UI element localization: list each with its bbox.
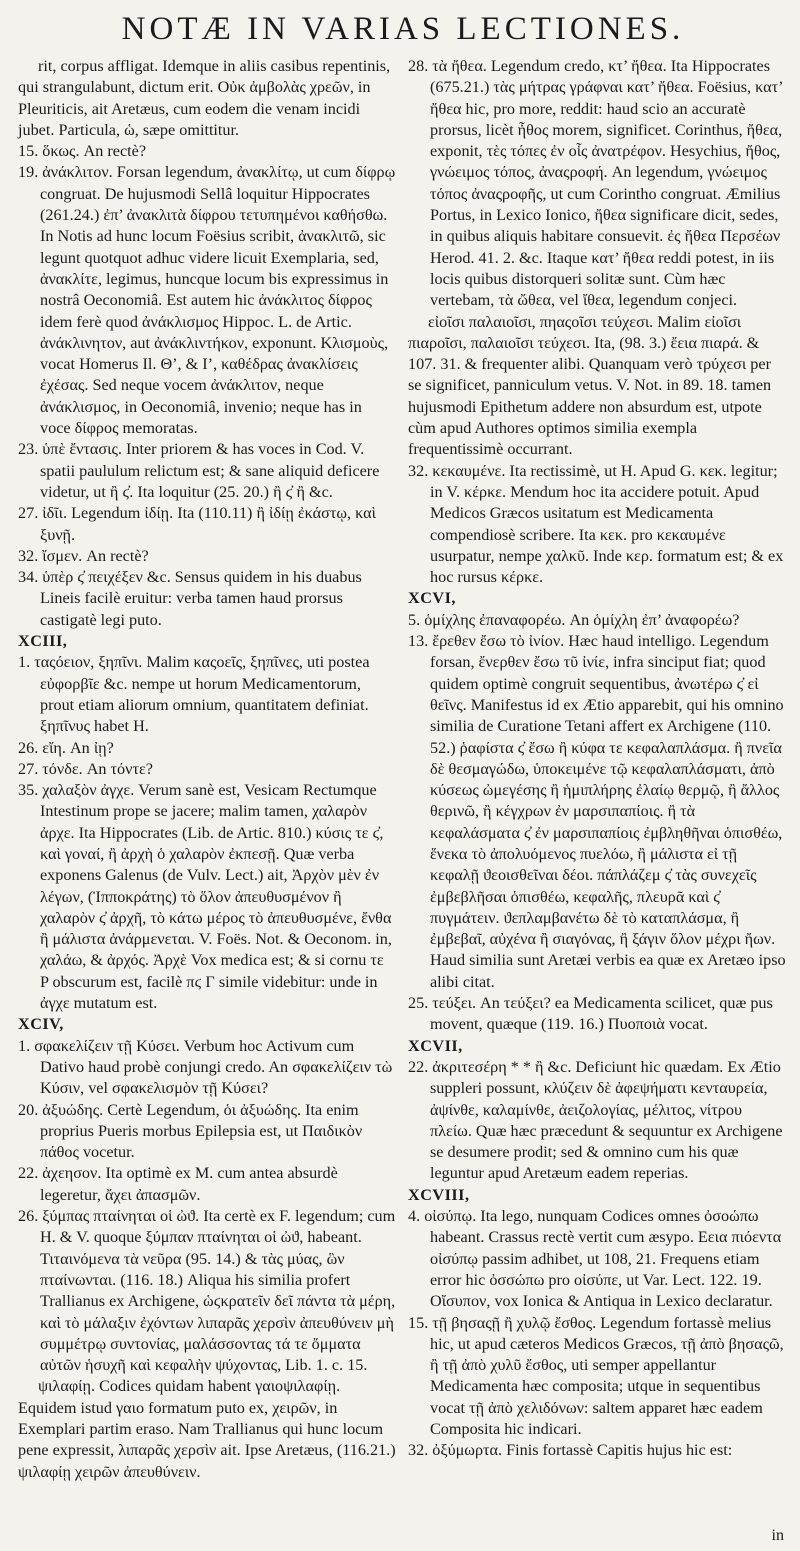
note-entry: 26. εἴη. An ἰῃ? xyxy=(18,738,114,757)
note-entry: ψιλαφίῃ. Codices quidam habent γαιοψιλαφίῃ. Equidem istud γαιο formatum puto ex, χειρῶν, in Exemplari partim eraso. Nam Trallianus qui hunc locum pene expressit, λιπαρᾶς χερσὶν ait. Ipse Aretæus, (116.21.) ψιλαφίῃ χειρῶν ἀπευθύνειν. xyxy=(18,1377,396,1481)
note-entry: 28. τὰ ἤθεα. Legendum credo, κτ’ ἤθεα. Ita Hippocrates (675.21.) τὰς μήτρας γράφναι κατ’ ἤθεα. Foësius, κατ’ ἤθεα hic, pro more, reddit: haud scio an accuratè prorsus, licèt ἦθος morem, significet. Corinthus, ἤθεα, exponit, τὲς τόπες ἐν οἷς ἀνατρέφον. Hesychius, ἤθος, γνώειμος τόπος, ἀναςροφή. An legendum, γνώειμος τόπος ἀναςροφῆς, ut cum Corintho congruat. Æmilius Portus, in Lexico Ionico, ἤθεα significare dicit, sedes, in quibus aliquis habitare consuevit. ἐς ἤθεα Περσέων Herod. 41. 2. &c. Itaque κατ’ ἤθεα reddi potest, in iis locis quibus distorqueri solitæ sunt. Cùm hæc vertebam, τὰ ὤθεα, vel ἴθεα, legendum conjeci. xyxy=(408,57,783,310)
note-entry: 13. ἔρεθεν ἔσω τὸ ἰνίον. Hæc haud intelligo. Legendum forsan, ἔνερθεν ἔσω τῦ ἰνίε, infra sinciput fiat; quod quidem optimè congruit sequentibus, ἀνωτέρω ϛ̓ εἰ θεῖνς. Manifestus id ex Ætio apparebit, qui his omnino similia de Curatione Tetani affert ex Archigene (110. 52.) ῥαφίστα ϛ̓ ἔσω ἢ κύφα τε κεφαλαπλάσμα. ἢ πνεῖα δὲ θεσμαγώδω, ὑποκειμένε τῷ κεφαλαπλάσματι, ἀπὸ κύσεως ὠμεγέσης ἢ ἡμιπλήρης ἐλαίῳ θερμῷ, ἢ ἄλλος θερινῶ, ἢ κέγχρων ἐν μαρσιπαπίοις. ἢ τὰ κεφαλάσματα ϛ̓ ἐν μαρσιπαπίοις ἐμβληθῆναι ὁπισθέω, ἕνεκα τὸ ἀπολυόμενος πυελόω, ἢ μάλιστα εἰ τῇ κεφαλῇ ϑεοισθεῖναι δέοι. πάπλάζεμ ϛ̓ τὰς συνεχεῖς ἐμβεβλῆσαι ὁπισθέω, κεφαλῆς, πλευρᾶ καὶ ϛ̓ πυγμάτειν. ϑεπλαμβανέτω δὲ τὸ καταπλάσμα, ἢ ἐμβεβαῖ, αὐχένα ἢ σιαγόνας, ἢ ξάγιν ὅλον μέχρι ἤων. Haud similia sunt Aretæi verbis ea quæ ex Aretæo ipso alibi citat. xyxy=(408,632,786,991)
note-entry: 4. οἰσύπῳ. Ita lego, nunquam Codices omnes ὀσοώπω habeant. Crassus rectè vertit cum æsypo. Εεια πιόεντα οἰσύπῳ passim adhibet, ut 108, 21. Frequens etiam error hic ὀσσώπω pro οἰσύπε, ut Var. Lect. 122. 19. Οἴσυπον, vox Ionica & Antiqua in Lexico declaratur. xyxy=(408,1207,782,1311)
section-heading: XCVIII, xyxy=(408,1185,470,1204)
page-header: NOTÆ IN VARIAS LECTIONES. xyxy=(121,11,685,47)
note-entry: 19. ἀνάκλιτον. Forsan legendum, ἀνακλίτῳ, ut cum δίφρῳ congruat. De hujusmodi Sellâ loquitur Hippocrates (261.24.) ἐπ’ ἀνακλιτὰ δίφρου τετυπημένοι καθήσθω. In Notis ad hunc locum Foësius scribit, ἀνακλιτῶ, sic legunt quotquot adhuc videre licuit Exemplaria, sed, ἀνακλίτε, legimus, huncque locum bis expressimus in nostrâ Oeconomiâ. Est autem hic ἀνάκλιτος δίφρος idem ferè quod ἀνάκλισμος Hippoc. L. de Artic. ἀνάκλινητον, aut ἀνάκλιντήκον, exponunt. Κλισμοὺς, vocat Homerus Il. Θ’, & Ι’, καθέδρας ἀνακλίσεις ἐχέσας. Sed neque vocem ἀνάκλιτον, neque ἀνάκλισμος, in Oeconomiâ, invenio; neque has in voce δίφρος memoratas. xyxy=(18,163,396,438)
columns xyxy=(18,56,788,1483)
section-heading: XCIV, xyxy=(18,1015,64,1034)
note-entry: 32. ὀξύμωρτα. Finis fortassè Capitis hujus hic est: xyxy=(408,1441,733,1460)
note-entry: 35. χαλαξὸν ἀγχε. Verum sanè est, Vesicam Rectumque Intestinum prope se jacere; malim tamen, χαλαρὸν ἀρχε. Ita Hippocrates (Lib. de Artic. 810.) κύσις τε ϛ̓, καὶ γοναί, ἢ ἀρχὴ ὁ χαλαρὸν ἐκπεσῇ. Quæ verba exponens Galenus (de Vulv. Lect.) ait, Ἀρχὸν μὲν ἐν λέγων, (Ἱπποκράτης) τὸ ὅλον ἀπευθυσμένον ἢ χαλαρὸν ϛ̓ ἀρχῆ, τὸ κάτω μέρος τὸ ἀπευθυσμένε, ἔνθα ἢ μάλιστα ἀνάρμενεται. V. Foës. Not. & Oeconom. in, χαλάω, & ἀρχός. Ἀρχὲ Vox medica est; & si cornu τε P obscurum est, facilè πϛ Γ simile videbitur: unde in ἀγχε mutatum est. xyxy=(18,781,392,1013)
note-entry: εἰοῖσι παλαιοῖσι, πηαςοῖσι τεύχεσι. Malim εἰοῖσι πιαροῖσι, παλαιοῖσι τεύχεσι. Ita, (98. 3.) ἔεια πιαρά. & 107. 31. & frequenter alibi. Quanquam verò τρύχεσι per se significet, panniculum vetus. V. Not. in 89. 18. tamen hujusmodi Epithetum addere non absurdum est, utpote cùm apud Authores optimos similia exempla frequentissimè occurrant. xyxy=(408,312,772,459)
note-entry: 34. ὑπὲρ ϛ̓ πειχέξεν &c. Sensus quidem in his duabus Lineis facilè eruitur: verba tamen haud prorsus castigatè legi puto. xyxy=(18,568,362,629)
note-entry: 1. ταςόειον, ξηπῖνι. Malim καςοεῖς, ξηπῖνες, uti postea εὐφορβῖε &c. nempe ut horum Medicamentorum, prout etiam aliorum omnium, quantitatem definiat. ξηπῖνυς habet H. xyxy=(18,653,370,736)
note-entry: 22. ἀχεησον. Ita optimè ex M. cum antea absurdè legeretur, ἄχει ἀπασμῶν. xyxy=(18,1164,338,1204)
note-entry: 26. ξύμπας πταίνηται οἱ ὠϑ. Ita certè ex F. legendum; cum H. & V. quoque ξύμπαν πταίνηται οἱ ὠϑ, habeant. Τιταινόμενα τὰ νεῦρα (95. 14.) & τὰς μύας, ὣν πταίνωνται. (116. 18.) Aliqua his similia profert Trallianus ex Archigene, ὡϛκρατεῖν δεῖ πάντα τὰ μέρη, καὶ τὸ μάλαξιν ἐχόντων λιπαρᾶς χερσὶν ἀπευθύνειν μὴ συμμέτρῳ συντονίας, μαλάσσοντας τά τε ὄμματα αὐτῶν ἡσυχῆ καὶ κεφαλὴν ψύχοντας, Lib. 1. c. 15. xyxy=(18,1207,396,1375)
note-entry: 20. ἀξυώδης. Certè Legendum, ὁι ἀξυώδης. Ita enim proprius Pueris morbus Epilepsia est, ut Παιδικὸν πάθος vocetur. xyxy=(18,1100,363,1162)
right-column xyxy=(408,56,786,1483)
left-column xyxy=(18,56,396,1483)
note-entry: 15. τῇ βησαςῇ ἢ χυλῷ ἔσθος. Legendum fortassè melius hic, ut apud cæteros Medicos Græcos, τῇ ἀπὸ βησαςῶ, ἢ τῇ ἀπὸ χυλῦ ἔσθος, uti semper appellantur Medicamenta hæc composita; utque in sequentibus vocat τῇ ἀπὸ χελιδόνων: saltem apparet hæc eadem Composita hic indicari. xyxy=(408,1313,784,1438)
note-entry: 5. ὁμίχλης ἐπαναφορέω. An ὁμίχλη ἐπ’ ἀναφορέω? xyxy=(408,610,740,629)
note-entry: 22. ἀκριτεσέρη * * ἢ &c. Deficiunt hic quædam. Ex Ætio suppleri possunt, κλύζειν δὲ ἀφεψήματι κενταυρεία, ἀψίνθε, καλαμίνθε, ἀειζολογίας, μέλιτος, νίτρου πλείω. Quæ hæc præcedunt & sequuntur ex Archigene se desumere prodit; sed & omnino cum his quæ leguntur apud Aretæum eadem reperias. xyxy=(408,1057,783,1183)
section-heading: XCIII, xyxy=(18,632,68,651)
note-entry: 1. σφακελίζειν τῇ Κύσει. Verbum hoc Activum cum Dativo haud probè conjungi credo. An σφακελίζειν τὼ Κύσιν, vel σφακελισμὸν τῇ Κύσει? xyxy=(18,1036,393,1098)
note-entry: 32. ἴσμεν. An rectè? xyxy=(18,546,149,565)
note-entry: 25. τεύξει. An τεύξει? ea Medicamenta scilicet, quæ pus movent, quæque (119. 16.) Πυοποιὰ vocat. xyxy=(408,994,773,1034)
section-heading: XCVI, xyxy=(408,589,456,608)
section-heading: XCVII, xyxy=(408,1036,463,1055)
note-entry: 15. ὅκως. An rectè? xyxy=(18,142,147,161)
note-entry: 27. ἰδῖι. Legendum ἰδίῃ. Ita (110.11) ἢ ἰδίῃ ἐκάστῳ, καὶ ξυνῇ. xyxy=(18,504,376,544)
note-entry: 23. ὑπὲ ἔντασις. Inter priorem & has voces in Cod. V. spatii paululum relictum est; & sane aliquid deficere videtur, ut ἢ ϛ̓. Ita loquitur (25. 20.) ἢ ϛ̓ ἢ &c. xyxy=(18,440,380,501)
note-entry: 27. τόνδε. An τόντε? xyxy=(18,759,153,778)
note-entry: 32. κεκαυμένε. Ita rectissimè, ut H. Apud G. κεκ. legitur; in V. κέρκε. Mendum hoc ita accidere potuit. Apud Medicos Græcos usitatum est Medicamenta compendiosè scribere. Ita κεκ. pro κεκαυμένε usurpatur, nempe χαλκῦ. Inde κερ. formatum est; & ex hoc rursus κέρκε. xyxy=(408,461,784,587)
note-entry: rit, corpus affligat. Idemque in aliis casibus repentinis, qui strangulabunt, dictum erit. Οὐκ ἀμβολὰς χρεῶν, in Pleuriticis, ait Aretæus, cum eodem die venam incidi jubet. Particula, ὡ, sæpe omittitur. xyxy=(18,57,391,139)
catchword: in xyxy=(771,1527,784,1544)
